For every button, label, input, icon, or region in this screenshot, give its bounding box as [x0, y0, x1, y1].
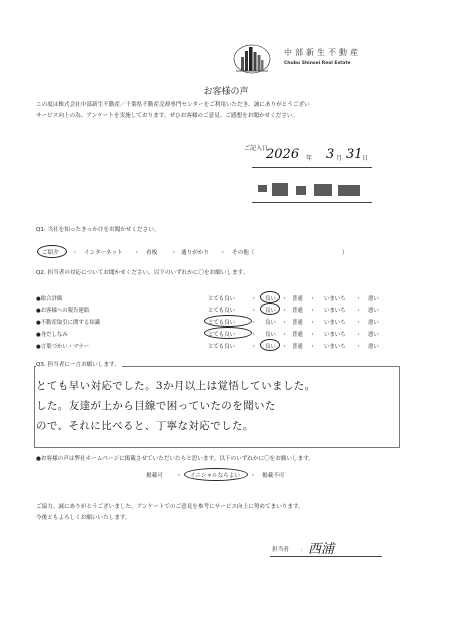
company-logo: [232, 42, 372, 76]
scale-good[interactable]: 良い: [265, 296, 276, 302]
building-logo-icon: [232, 42, 272, 76]
scale-separator: ・: [310, 308, 316, 314]
publication-question: ●お客様の声は弊社ホームページに掲載させていただいたらと思います。以下のいずれかに〇をお願いします。: [36, 456, 314, 462]
scale-very-good[interactable]: とても良い: [208, 344, 235, 350]
staff-label: 担当者: [272, 547, 289, 553]
scale-separator: ・: [310, 344, 316, 350]
scale-separator: ・: [282, 296, 288, 302]
q3-question: Q3. 担当者に一言お願いします。: [36, 362, 120, 368]
q2-row-overall: [36, 292, 436, 304]
publication-option-not-allowed[interactable]: 掲載不可: [262, 473, 285, 479]
redacted-customer-name: [258, 183, 368, 197]
q1-other-close: ）: [342, 250, 348, 256]
scale-separator: ・: [251, 320, 257, 326]
publication-options: [0, 469, 452, 481]
year-unit: 年: [306, 155, 313, 162]
date-underline: [252, 167, 372, 168]
q2-selection-circle: [260, 303, 280, 315]
staff-colon: ：: [300, 547, 306, 553]
scale-bad[interactable]: 悪い: [368, 320, 379, 326]
publication-separator: ・: [250, 473, 256, 479]
scale-bad[interactable]: 悪い: [368, 332, 379, 338]
month-unit: 月: [336, 155, 343, 162]
closing-text: [36, 502, 304, 524]
name-underline: [252, 202, 372, 203]
q2-row-reporting: [36, 304, 436, 316]
company-name-en: Chubu Shinsei Real Estate: [284, 61, 351, 66]
intro-line: サービス向上の為、アンケートを実施しております。ぜひお客様のご意見、ご感想をお聞かせください。: [36, 113, 299, 119]
scale-good[interactable]: 良い: [265, 320, 276, 326]
q1-option-other[interactable]: その他（: [232, 250, 255, 256]
q2-selection-circle: [260, 291, 280, 303]
scale-bad[interactable]: 悪い: [368, 296, 379, 302]
scale-separator: ・: [310, 296, 316, 302]
scale-normal[interactable]: 普通: [292, 296, 303, 302]
staff-signature: 西浦: [308, 542, 335, 557]
scale-separator: ・: [282, 320, 288, 326]
scale-very-good[interactable]: とても良い: [208, 332, 235, 338]
q1-option-passing[interactable]: 通りがかり: [181, 250, 209, 256]
scale-very-good[interactable]: とても良い: [208, 308, 235, 314]
handwritten-comment-line: とても早い対応でした。3か月以上は覚悟していました。: [36, 380, 316, 392]
scale-not-great[interactable]: いまいち: [324, 344, 346, 350]
q2-item-label: ●不動産取引に関する知識: [36, 320, 101, 326]
q1-separator: ・: [220, 250, 226, 256]
q2-row-knowledge: [36, 316, 436, 328]
scale-very-good[interactable]: とても良い: [208, 296, 235, 302]
q2-selection-circle: [204, 327, 252, 339]
scale-separator: ・: [310, 320, 316, 326]
q2-item-label: ●身だしなみ: [36, 332, 68, 338]
q1-option-referral[interactable]: ご紹介: [42, 250, 59, 256]
q1-separator: ・: [134, 250, 140, 256]
scale-good[interactable]: 良い: [265, 332, 276, 338]
day-unit: 日: [362, 155, 369, 162]
q2-selection-circle: [260, 339, 280, 351]
handwritten-comment-line: した。友達が上から目線で困っていたのを聞いた: [36, 400, 276, 412]
scale-normal[interactable]: 普通: [292, 308, 303, 314]
scale-separator: ・: [356, 344, 362, 350]
scale-separator: ・: [282, 308, 288, 314]
scale-separator: ・: [251, 344, 257, 350]
q1-separator: ・: [72, 250, 78, 256]
scale-separator: ・: [310, 332, 316, 338]
q1-option-internet[interactable]: インターネット: [84, 250, 123, 256]
scale-not-great[interactable]: いまいち: [324, 332, 346, 338]
scale-separator: ・: [251, 296, 257, 302]
closing-line: ご協力、誠にありがとうございました。アンケートでのご意見を参考にサービス向上に努めてまいります。: [36, 504, 304, 510]
scale-separator: ・: [356, 308, 362, 314]
entry-month: 3: [326, 147, 335, 162]
q1-selection-circle: [37, 245, 67, 258]
page-title: お客様の声: [203, 87, 249, 97]
q1-separator: ・: [171, 250, 177, 256]
scale-normal[interactable]: 普通: [292, 344, 303, 350]
scale-separator: ・: [356, 296, 362, 302]
entry-day: 31: [346, 147, 363, 162]
q1-options: [36, 246, 416, 258]
scale-separator: ・: [282, 332, 288, 338]
handwritten-comment-line: ので、それに比べると、丁寧な対応でした。: [36, 420, 254, 432]
staff-underline: [270, 556, 382, 557]
q2-row-manners: [36, 340, 436, 352]
q2-selection-circle: [204, 315, 252, 327]
scale-bad[interactable]: 悪い: [368, 344, 379, 350]
scale-good[interactable]: 良い: [265, 308, 276, 314]
publication-separator: ・: [176, 473, 182, 479]
scale-separator: ・: [251, 332, 257, 338]
scale-good[interactable]: 良い: [265, 344, 276, 350]
scale-bad[interactable]: 悪い: [368, 308, 379, 314]
publication-option-allowed[interactable]: 掲載可: [146, 473, 163, 479]
intro-line: この度は株式会社中部新生不動産／千葉県不動産売却専門センターをご利用いただき、誠にありがとうござい: [36, 102, 310, 108]
scale-normal[interactable]: 普通: [292, 332, 303, 338]
scale-not-great[interactable]: いまいち: [324, 296, 346, 302]
q2-row-appearance: [36, 328, 436, 340]
company-name-jp: 中部新生不動産: [284, 48, 361, 57]
publication-option-initials[interactable]: イニシャルならよい: [190, 473, 241, 479]
scale-normal[interactable]: 普通: [292, 320, 303, 326]
entry-date-label: ご記入日: [244, 145, 269, 152]
intro-text: [36, 100, 426, 122]
q2-question: Q2. 担当者の対応についてお聞かせください。以下のいずれかに〇をお願いします。: [36, 270, 249, 276]
entry-year: 2026: [266, 147, 300, 162]
q2-item-label: ●お客様への報告連絡: [36, 308, 90, 314]
scale-separator: ・: [356, 332, 362, 338]
scale-very-good[interactable]: とても良い: [208, 320, 235, 326]
scale-not-great[interactable]: いまいち: [324, 320, 346, 326]
scale-separator: ・: [356, 320, 362, 326]
q1-option-signboard[interactable]: 看板: [146, 250, 158, 256]
scale-separator: ・: [251, 308, 257, 314]
q2-item-label: ●総合評価: [36, 296, 63, 302]
scale-separator: ・: [282, 344, 288, 350]
publication-selection-circle: [184, 468, 248, 481]
closing-line: 今後ともよろしくお願いいたします。: [36, 515, 131, 521]
q1-question: Q1. 当社を知ったきっかけをお聞かせください。: [36, 227, 160, 233]
scale-not-great[interactable]: いまいち: [324, 308, 346, 314]
q2-item-label: ●言葉づかい・マナー: [36, 344, 90, 350]
